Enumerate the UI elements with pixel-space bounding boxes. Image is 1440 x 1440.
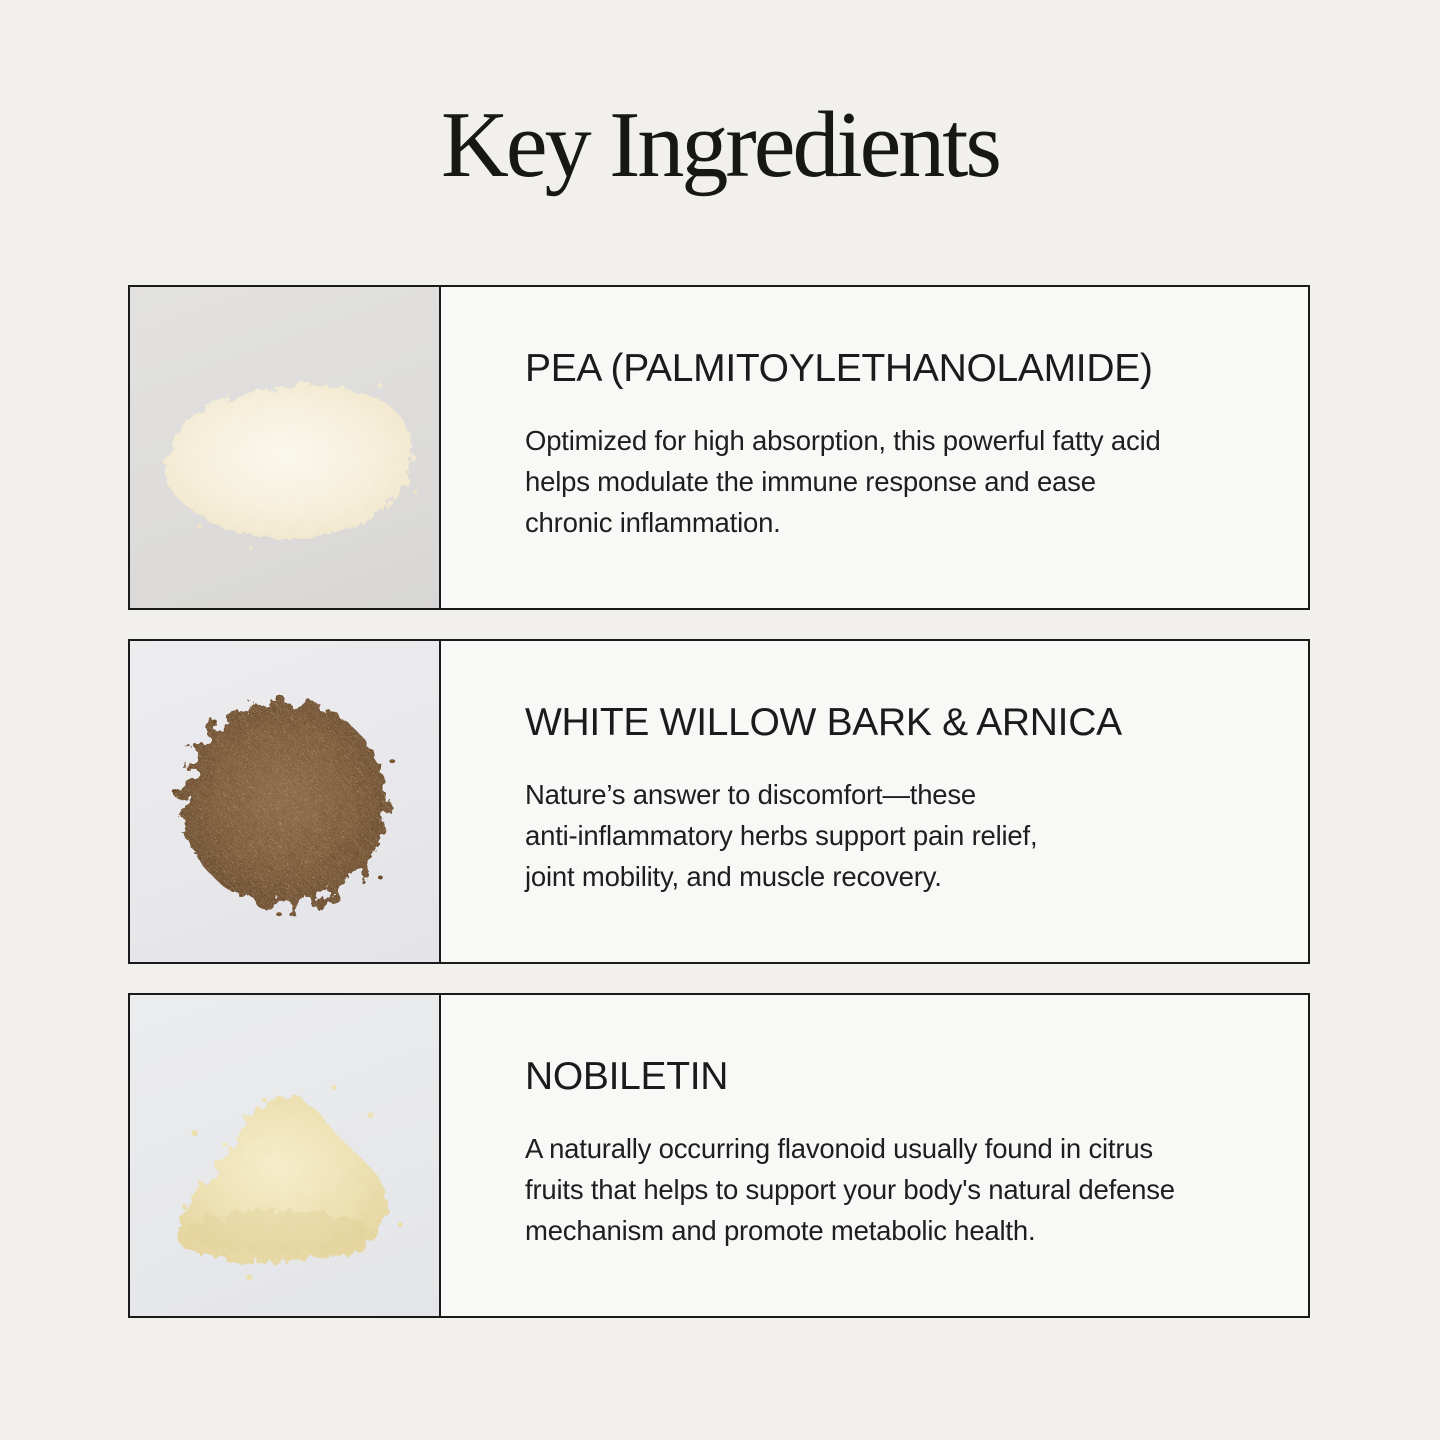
ingredient-heading: PEA (PALMITOYLETHANOLAMIDE)	[525, 347, 1153, 391]
ingredient-card-pea	[128, 285, 1310, 610]
ingredient-description	[525, 1128, 1248, 1251]
ingredient-text-pea	[441, 287, 1308, 608]
description-line: Nature’s answer to discomfort—these	[525, 778, 977, 810]
description-line: mechanism and promote metabolic health.	[525, 1214, 1036, 1246]
page-title: Key Ingredients	[441, 93, 999, 197]
ingredient-text-nobiletin	[441, 995, 1308, 1316]
pea-powder-image	[130, 287, 441, 608]
ingredient-text-willow-arnica	[441, 641, 1308, 962]
ingredient-heading: NOBILETIN	[525, 1055, 729, 1099]
description-line: helps modulate the immune response and ease	[525, 465, 1096, 497]
ingredient-card-willow-arnica	[128, 639, 1310, 964]
nobiletin-powder-image	[130, 995, 441, 1316]
ingredient-description	[525, 774, 1248, 897]
ingredient-card-nobiletin	[128, 993, 1310, 1318]
description-line: A naturally occurring flavonoid usually found in citrus	[525, 1132, 1153, 1164]
ingredient-description	[525, 420, 1248, 543]
description-line: chronic inflammation.	[525, 506, 781, 538]
description-line: joint mobility, and muscle recovery.	[525, 860, 942, 892]
description-line: anti-inflammatory herbs support pain relief,	[525, 819, 1038, 851]
description-line: fruits that helps to support your body's natural defense	[525, 1173, 1175, 1205]
description-line: Optimized for high absorption, this powerful fatty acid	[525, 424, 1161, 456]
ingredient-heading: WHITE WILLOW BARK & ARNICA	[525, 701, 1122, 745]
white-willow-bark-arnica-image	[130, 641, 441, 962]
